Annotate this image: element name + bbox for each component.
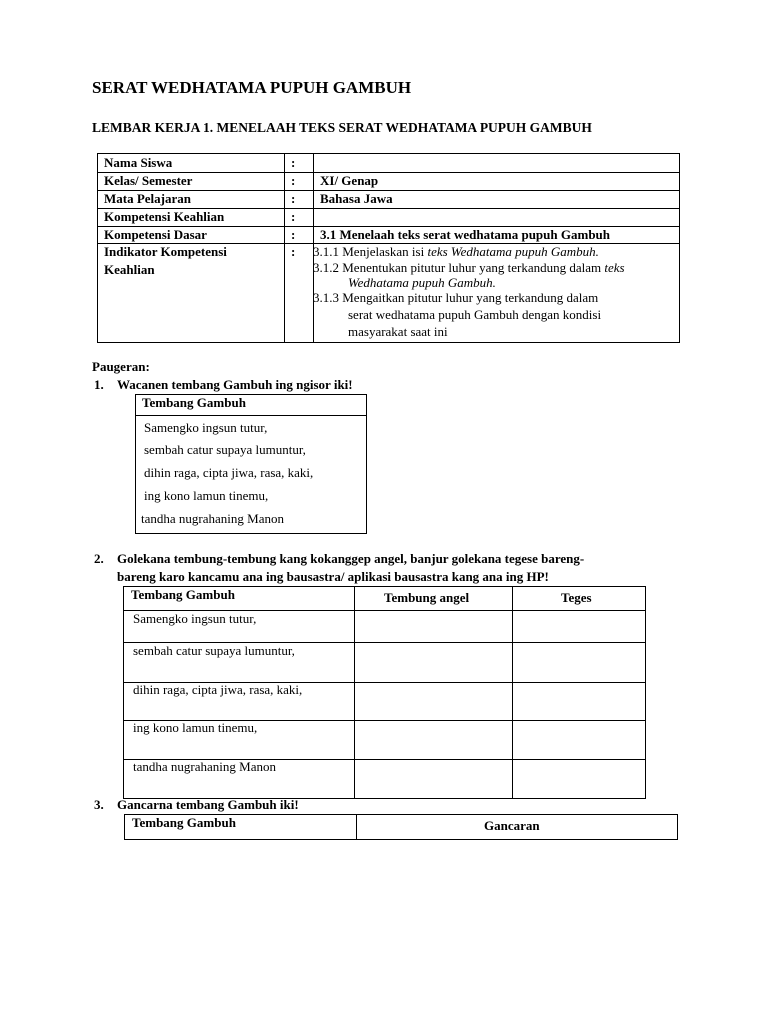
indicator-3-1-3: 3.1.3 Mengaitkan pitutur luhur yang terkandung dalam [313,290,599,305]
colon: : [291,227,296,242]
paugeran-heading: Paugeran: [92,359,150,374]
tembang-box-title: Tembang Gambuh [142,395,246,410]
gancaran-header-gancaran: Gancaran [484,818,540,833]
label-indikator-2: Keahlian [104,262,155,277]
value-kelas-semester: XI/ Genap [320,173,379,188]
vocab-row-5: tandha nugrahaning Manon [133,759,276,774]
colon: : [291,155,296,170]
vocab-row-4: ing kono lamun tinemu, [133,720,258,735]
step-3-number: 3. [94,797,104,812]
poem-line-2: sembah catur supaya lumuntur, [144,442,306,457]
label-nama-siswa: Nama Siswa [104,155,173,170]
indicator-3-1-3-line3: masyarakat saat ini [348,324,448,339]
vocab-row-2: sembah catur supaya lumuntur, [133,643,295,658]
vocab-header-tembang: Tembang Gambuh [131,587,235,602]
colon: : [291,209,296,224]
vocab-row-3: dihin raga, cipta jiwa, rasa, kaki, [133,682,303,697]
step-3-text: Gancarna tembang Gambuh iki! [117,797,299,812]
step-1-text: Wacanen tembang Gambuh ing ngisor iki! [117,377,353,392]
indicator-3-1-2-cont: Wedhatama pupuh Gambuh. [348,275,496,290]
poem-line-4: ing kono lamun tinemu, [144,488,269,503]
poem-line-1: Samengko ingsun tutur, [144,420,268,435]
page-title: SERAT WEDHATAMA PUPUH GAMBUH [92,78,412,97]
vocab-row-1: Samengko ingsun tutur, [133,611,257,626]
vocab-header-tembung-angel: Tembung angel [384,590,470,605]
label-kompetensi-dasar: Kompetensi Dasar [104,227,207,242]
worksheet-subtitle: LEMBAR KERJA 1. MENELAAH TEKS SERAT WEDHATAMA PUPUH GAMBUH [92,120,592,135]
identity-table [97,153,680,343]
value-kompetensi-dasar: 3.1 Menelaah teks serat wedhatama pupuh Gambuh [320,227,611,242]
label-kelas-semester: Kelas/ Semester [104,173,193,188]
poem-line-5: tandha nugrahaning Manon [141,511,284,526]
step-2-number: 2. [94,551,104,566]
label-kompetensi-keahlian: Kompetensi Keahlian [104,209,225,224]
indicator-3-1-1: 3.1.1 Menjelaskan isi teks Wedhatama pupuh Gambuh. [313,244,599,259]
colon: : [291,173,296,188]
indicator-3-1-2: 3.1.2 Menentukan pitutur luhur yang terkandung dalam teks [313,260,625,275]
vocab-header-teges: Teges [561,590,592,605]
label-indikator-1: Indikator Kompetensi [104,244,227,259]
colon: : [291,244,296,259]
colon: : [291,191,296,206]
step-1-number: 1. [94,377,104,392]
step-2-line-2: bareng karo kancamu ana ing bausastra/ aplikasi bausastra kang ana ing HP! [117,569,549,584]
poem-line-3: dihin raga, cipta jiwa, rasa, kaki, [144,465,314,480]
gancaran-header-tembang: Tembang Gambuh [132,815,236,830]
step-2-line-1: Golekana tembung-tembung kang kokanggep angel, banjur golekana tegese bareng- [117,551,585,566]
indicator-3-1-3-line2: serat wedhatama pupuh Gambuh dengan kondisi [348,307,602,322]
label-mata-pelajaran: Mata Pelajaran [104,191,192,206]
value-mata-pelajaran: Bahasa Jawa [320,191,393,206]
